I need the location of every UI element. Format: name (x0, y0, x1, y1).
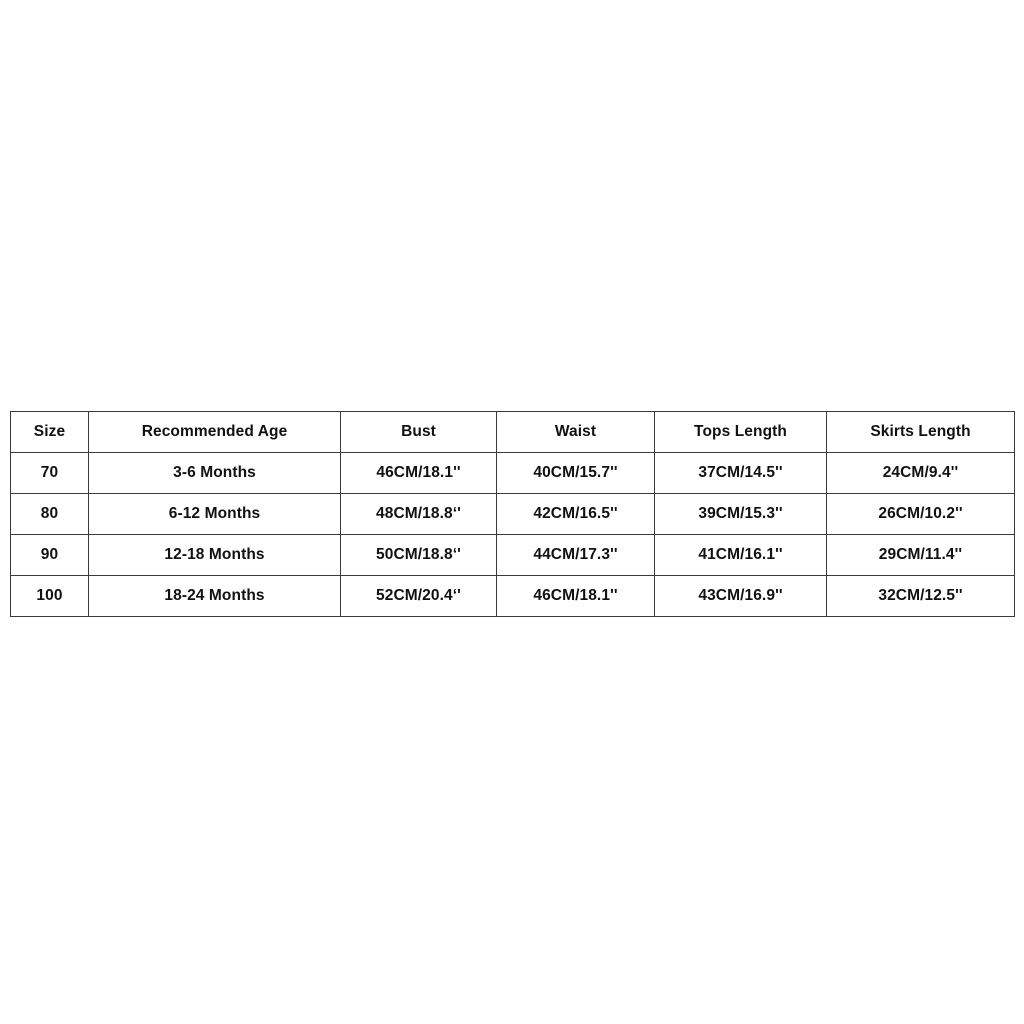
column-header-recommended-age: Recommended Age (89, 412, 341, 453)
cell-skirts-length: 24CM/9.4'' (827, 453, 1015, 494)
column-header-size: Size (11, 412, 89, 453)
cell-waist: 46CM/18.1'' (497, 576, 655, 617)
table-header-row (11, 412, 1015, 453)
cell-skirts-length: 26CM/10.2'' (827, 494, 1015, 535)
cell-size: 90 (11, 535, 89, 576)
cell-size: 70 (11, 453, 89, 494)
cell-waist: 42CM/16.5'' (497, 494, 655, 535)
table-row (11, 535, 1015, 576)
column-header-skirts-length: Skirts Length (827, 412, 1015, 453)
column-header-waist: Waist (497, 412, 655, 453)
cell-skirts-length: 32CM/12.5'' (827, 576, 1015, 617)
table-row (11, 494, 1015, 535)
cell-bust: 48CM/18.8‘' (341, 494, 497, 535)
cell-recommended-age: 12-18 Months (89, 535, 341, 576)
cell-tops-length: 37CM/14.5'' (655, 453, 827, 494)
cell-tops-length: 41CM/16.1'' (655, 535, 827, 576)
cell-waist: 44CM/17.3'' (497, 535, 655, 576)
cell-tops-length: 43CM/16.9'' (655, 576, 827, 617)
size-chart-table (10, 411, 1015, 617)
cell-recommended-age: 3-6 Months (89, 453, 341, 494)
table-row (11, 576, 1015, 617)
cell-size: 100 (11, 576, 89, 617)
cell-bust: 46CM/18.1'' (341, 453, 497, 494)
cell-recommended-age: 18-24 Months (89, 576, 341, 617)
size-chart-container (10, 411, 1014, 617)
cell-skirts-length: 29CM/11.4'' (827, 535, 1015, 576)
cell-bust: 50CM/18.8‘' (341, 535, 497, 576)
cell-bust: 52CM/20.4‘' (341, 576, 497, 617)
column-header-tops-length: Tops Length (655, 412, 827, 453)
cell-size: 80 (11, 494, 89, 535)
cell-recommended-age: 6-12 Months (89, 494, 341, 535)
cell-tops-length: 39CM/15.3'' (655, 494, 827, 535)
cell-waist: 40CM/15.7'' (497, 453, 655, 494)
table-row (11, 453, 1015, 494)
column-header-bust: Bust (341, 412, 497, 453)
